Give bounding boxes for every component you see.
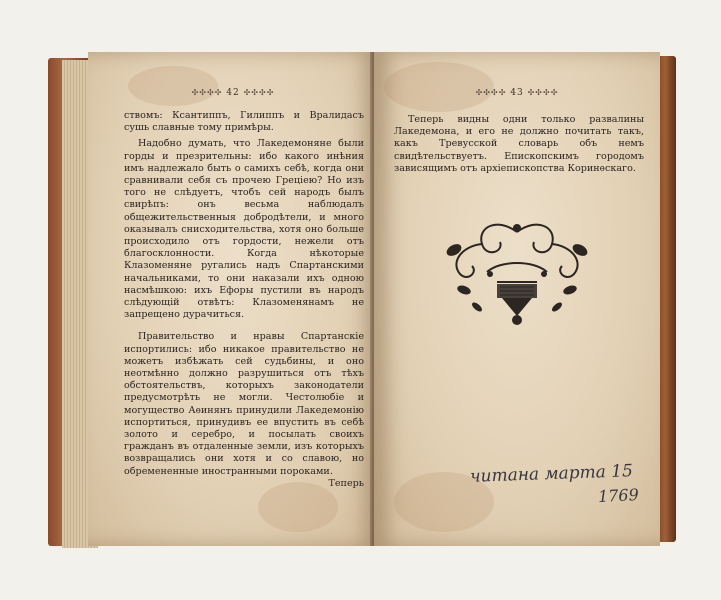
page-header-right <box>374 88 660 98</box>
stain <box>128 66 218 106</box>
open-book <box>48 52 676 560</box>
paragraph: Надобно думать, что Лакедемоняне были горды и презрительны: ибо какого инѣния имъ надлежало быть о самихъ себѣ, когда они сравнивали себя съ прочею Грецiею? Но изъ того не слѣдуетъ, чтобъ сей народъ былъ свирѣпъ: онъ весьма наблюдалъ общежительственныя добродѣтели, и много оказывалъ снисходительства, хотя оно больше происходило отъ гордости, нежели отъ благосклонности. Когда нѣкоторые Клазоменяне ругались надъ Спартанскими начальниками, то они наказали ихъ одною насмѣшкою: ихъ Ефоры пустили въ народъ слѣдующiй отвѣтъ: Клазоменянамъ не запрещено дурачиться. <box>124 138 364 321</box>
right-page <box>374 52 660 546</box>
handwritten-year: 1769 <box>597 484 640 507</box>
catchword: Теперь <box>328 477 364 489</box>
header-ornament-icon: ✣✣✣✣ <box>475 88 507 97</box>
paragraph: ствомъ: Ксантиппъ, Гилиппъ и Вралидасъ сушь славные тому примѣры. <box>124 110 364 134</box>
header-ornament-icon: ✣✣✣✣ <box>527 88 559 97</box>
floral-vignette-icon <box>442 212 592 328</box>
page-number: 43 <box>510 88 524 98</box>
right-page-body <box>394 114 644 175</box>
paragraph: Правительство и нравы Спартанскiе испортились: ибо никакое правительство не можетъ избѣжать сей судьбины, и оно неотмѣнно должно разрушиться отъ тѣхъ обстоятельствъ, которыхъ законодатели предусмотрѣть не могли. Честолюбiе и могущество Аѳинянъ принудили Лакедемонiю испортиться, принудивъ ее впустить въ себѣ золото и серебро, и посылать своихъ гражданъ въ отдаленные земли, изъ которыхъ возвращались они хотя и со славою, но обремененные иностранными пороками. <box>124 331 364 477</box>
header-ornament-icon: ✣✣✣✣ <box>191 88 223 97</box>
left-page-body <box>124 110 364 490</box>
handwritten-note: читана марта 15 <box>469 461 634 487</box>
stain <box>384 62 494 112</box>
left-page <box>88 52 378 546</box>
page-number: 42 <box>226 88 240 98</box>
header-ornament-icon: ✣✣✣✣ <box>243 88 275 97</box>
paragraph: Теперь видны одни только развалины Лакедемона, и его не должно почитать такъ, какъ Тревусской словарь объ немъ свидѣтельствуетъ. Епископскимъ городомъ зависящимъ отъ архiепископства Коринѳскаго. <box>394 114 644 174</box>
page-header-left <box>88 88 378 98</box>
